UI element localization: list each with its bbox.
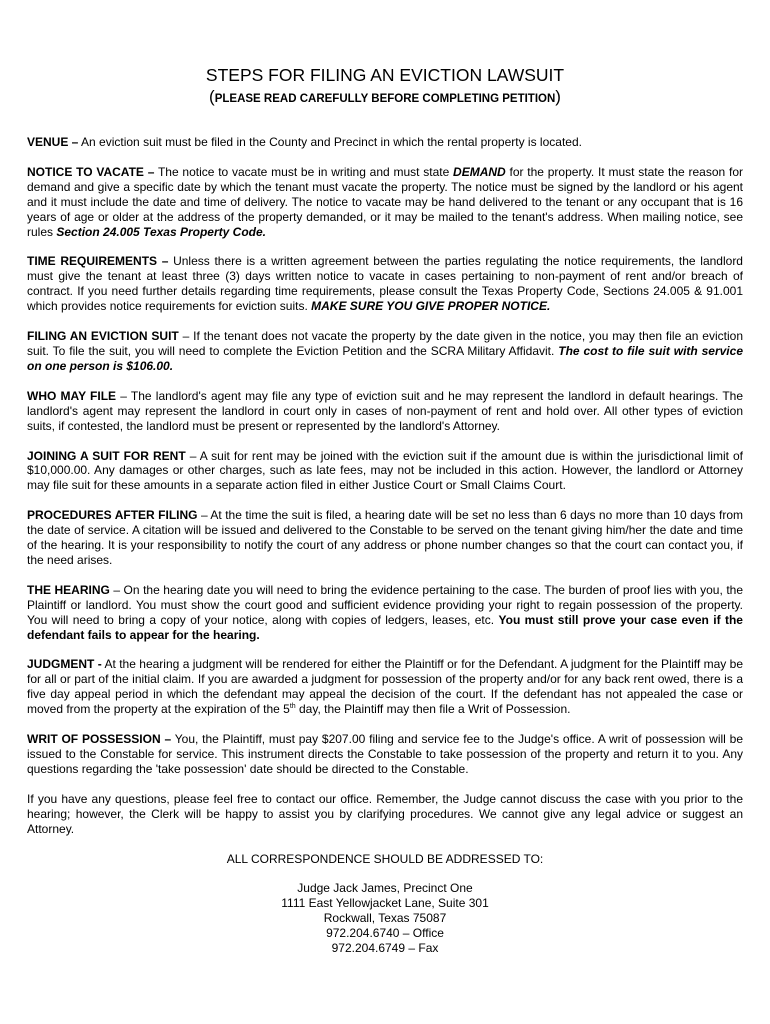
subtitle-open-paren: ( (209, 87, 215, 106)
notice-demand: DEMAND (453, 164, 506, 179)
filing-section (27, 329, 743, 374)
page-subtitle (0, 87, 770, 109)
questions-paragraph: If you have any questions, please feel free to contact our office. Remember, the Judge cannot discuss the case with you prior to the hearing; however, the Clerk will be happy to assist you by clarifying procedures. We cannot give any legal advice or suggest an Attorney. (27, 791, 743, 836)
address-street: 1111 East Yellowjacket Lane, Suite 301 (281, 896, 489, 911)
filing-cost: The cost to file suit with service on one person is $106.00. (27, 343, 743, 373)
who-text: – The landlord's agent may file any type of eviction suit and he may represent the landlord in default hearings. The landlord's agent may represent the landlord in court only in cases of non-payment of rent and hold over. All other types of eviction suits, if contested, the landlord must be present or represented by the landlord's Attorney. (27, 388, 743, 433)
document-body (27, 135, 743, 956)
hearing-heading: THE HEARING (27, 582, 110, 597)
judgment-section (27, 657, 743, 717)
notice-heading: NOTICE TO VACATE – (27, 164, 155, 179)
notice-text-2: for the property. It must state the reason for demand and give a specific date by which the tenant must vacate the property. The notice must be signed by the landlord or his agent and it must include the date and time of delivery. The notice to vacate may be hand delivered to the tenant or any occupant that is 16 years of age or older at the address of the property demanded, or it may be mailed to the tenant's address. When mailing notice, see rules (27, 164, 743, 239)
correspondence-heading: ALL CORRESPONDENCE SHOULD BE ADDRESSED TO: (226, 851, 544, 866)
procedures-heading: PROCEDURES AFTER FILING (27, 508, 198, 523)
procedures-text: – At the time the suit is filed, a hearing date will be set no less than 6 days no more than 10 days from the date of service. A citation will be issued and delivered to the Constable to be served on the tenant giving him/her the date and time of the hearing. It is your responsibility to notify the court of any address or phone number changes so that the court can contact you, if the need arises. (27, 508, 743, 567)
procedures-section (27, 508, 743, 568)
judgment-text-1: At the hearing a judgment will be rendered for either the Plaintiff or for the Defendant. A judgment for the Plaintiff may be for all or part of the initial claim. If you are awarded a judgment for possession of the property and/or for any back rent owed, there is a five day appeal period in which the defendant may appeal the decision of the court. If the defendant has not appealed the case or moved from the property at the expiration of the 5 (27, 657, 743, 717)
joining-text: – A suit for rent may be joined with the eviction suit if the amount due is within the jurisdictional limit of $10,000.00. Any damages or other charges, such as late fees, may not be included in this action. However, the landlord or Attorney may file suit for these amounts in a separate action filed in either Justice Court or Small Claims Court. (27, 448, 743, 493)
venue-section (27, 135, 743, 150)
hearing-section (27, 583, 743, 643)
judgment-text-2: day, the Plaintiff may then file a Writ of Possession. (295, 702, 571, 717)
time-emphasis: MAKE SURE YOU GIVE PROPER NOTICE. (311, 299, 551, 314)
time-text: Unless there is a written agreement between the parties regulating the notice requirements, the landlord must give the tenant at least three (3) days written notice to vacate in cases pertaining to non-payment of rent and/or breach of contract. If you need further details regarding time requirements, please consult the Texas Property Code, Sections 24.005 & 91.001 which provides notice requirements for eviction suits. (27, 254, 743, 314)
filing-heading: FILING AN EVICTION SUIT (27, 329, 179, 344)
address-office-phone: 972.204.6740 – Office (326, 926, 444, 941)
judgment-heading: JUDGMENT - (27, 657, 102, 672)
notice-section-ref: Section 24.005 Texas Property Code. (56, 224, 266, 239)
hearing-emphasis: You must still prove your case even if the defendant fails to appear for the hearing. (27, 612, 743, 642)
address-name: Judge Jack James, Precinct One (297, 881, 473, 896)
mailing-address (27, 881, 743, 956)
writ-section (27, 732, 743, 777)
writ-text: You, the Plaintiff, must pay $207.00 filing and service fee to the Judge's office. A writ of possession will be issued to the Constable for service. This instrument directs the Constable to take possession of the property and return it to you. Any questions regarding the 'take possession' date should be directed to the Constable. (27, 732, 743, 776)
page-title: STEPS FOR FILING AN EVICTION LAWSUIT (205, 65, 565, 85)
address-fax: 972.204.6749 – Fax (331, 941, 439, 956)
notice-text-1: The notice to vacate must be in writing and must state (154, 164, 454, 179)
joining-heading: JOINING A SUIT FOR RENT (27, 448, 186, 463)
subtitle-close-paren: ) (555, 87, 561, 106)
address-city: Rockwall, Texas 75087 (323, 911, 447, 926)
notice-section (27, 165, 743, 240)
joining-section (27, 449, 743, 494)
who-section (27, 389, 743, 434)
hearing-text: – On the hearing date you will need to bring the evidence pertaining to the case. The burden of proof lies with you, the Plaintiff or landlord. You must show the court good and sufficient evidence providing your right to regain possession of the property. You will need to bring a copy of your notice, along with copies of ledgers, leases, etc. (27, 582, 744, 627)
venue-text: An eviction suit must be filed in the County and Precinct in which the rental property is located. (78, 135, 582, 149)
venue-heading: VENUE – (27, 135, 79, 149)
who-heading: WHO MAY FILE (27, 388, 117, 403)
writ-heading: WRIT OF POSSESSION – (27, 732, 172, 747)
time-section (27, 254, 743, 314)
filing-text: – If the tenant does not vacate the property by the date given in the notice, you may then file an eviction suit. To file the suit, you will need to complete the Eviction Petition and the SCRA Military Affidavit. (27, 329, 743, 358)
subtitle-text: PLEASE READ CAREFULLY BEFORE COMPLETING PETITION (214, 93, 556, 105)
judgment-superscript: th (289, 703, 296, 711)
time-heading: TIME REQUIREMENTS – (27, 254, 169, 269)
